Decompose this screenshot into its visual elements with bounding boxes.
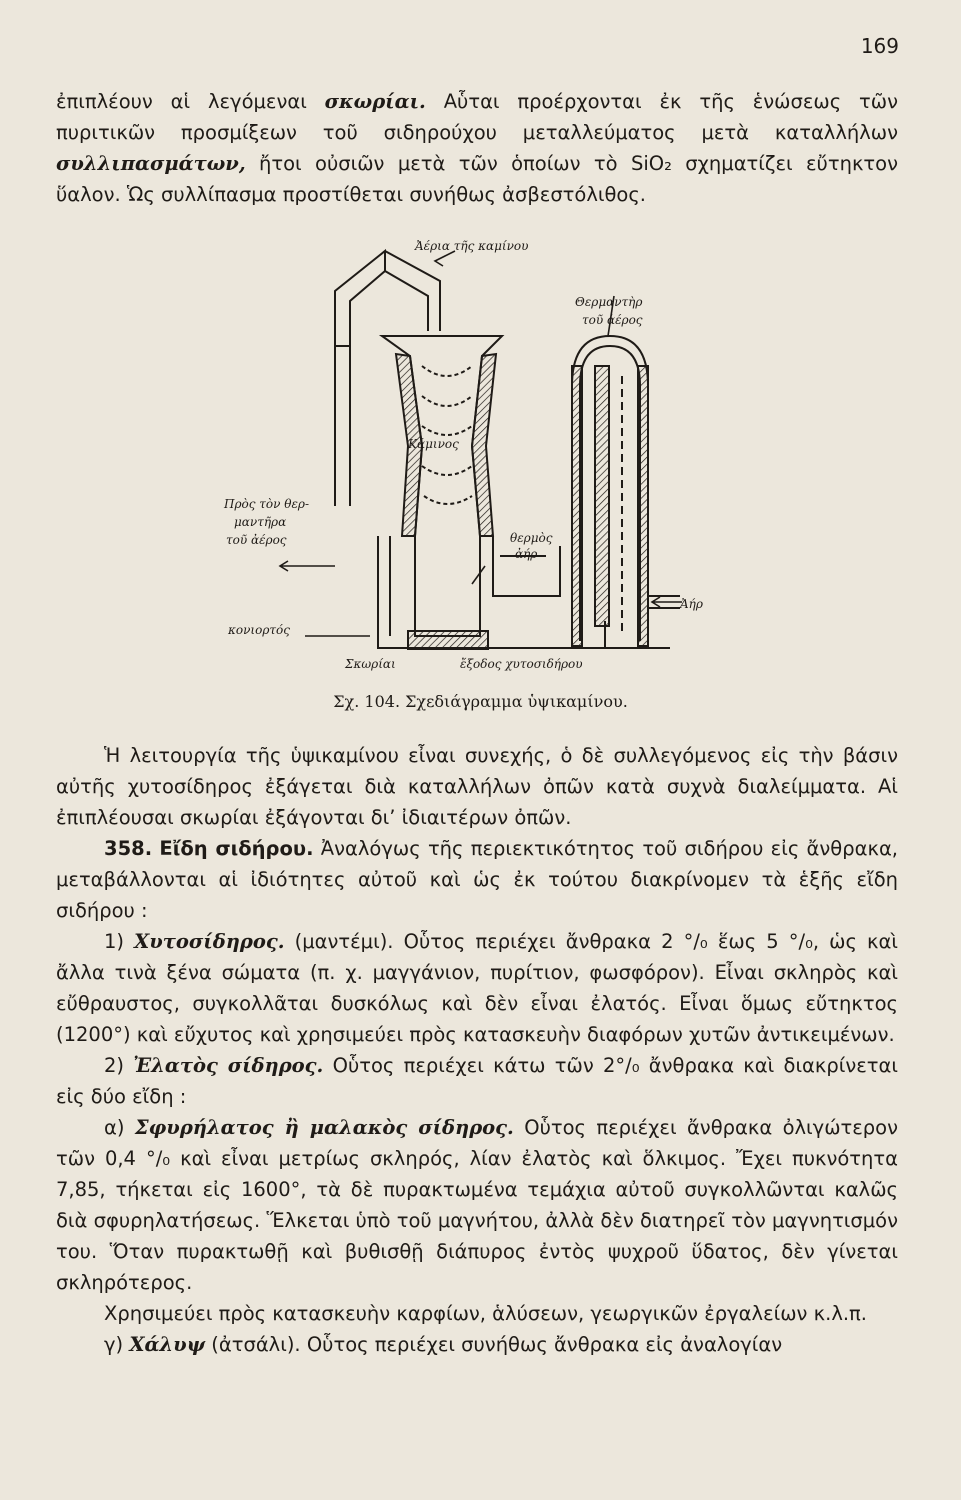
emphasis-term: συλλιπασμάτων, [56,152,246,175]
label-slag: Σκωρίαι [345,657,396,671]
paragraph-operation: Ἡ λειτουργία τῆς ὑψικαμίνου εἶναι συνεχής, ὁ δὲ συλλεγόμενος εἰς τὴν βάσιν αὐτῆς χυτοσίδηρος ἐξάγεται διὰ καταλλήλων ὀπῶν κατὰ συχνὰ διαλείμματα. Αἱ ἐπιπλέουσαι σκωρίαι ἐξάγονται δι’ ἰδιαιτέρων ὀπῶν. [56,744,898,829]
text-run: ἤτοι οὐσιῶν μετὰ τῶν ὁποίων τὸ SiO₂ σχηματίζει εὔτηκτον ὕαλον. Ὡς συλλίπασμα προστίθεται συνήθως ἀσβεστόλιθος. [56,152,898,206]
section-text: Ἀναλόγως τῆς περιεκτικότητος τοῦ σιδήρου εἰς ἄνθρακα, μεταβάλλονται αἱ ἰδιότητες αὐτοῦ καὶ ὡς ἐκ τούτου διακρίνομεν τὰ ἑξῆς εἴδη σιδήρου : [56,837,899,922]
label-air: Ἀήρ [680,597,703,611]
item-wrought-iron [56,1112,898,1298]
item-term: Σφυρήλατος ἢ μαλακὸς σίδηρος. [134,1116,514,1139]
item-text: Οὗτος περιέχει κάτω τῶν 2°/₀ ἄνθρακα καὶ διακρίνεται εἰς δύο εἴδη : [56,1054,898,1108]
item-cast-iron [56,926,898,1050]
label-hot-air-2: ἀήρ [515,547,538,561]
item-prefix: γ) [104,1333,130,1356]
section-358 [56,833,898,926]
item-prefix: α) [104,1116,135,1139]
label-gases: Ἀέρια τῆς καμίνου [415,239,529,253]
item-term: Χυτοσίδηρος. [134,930,285,953]
label-heater-2: τοῦ ἀέρος [582,313,643,327]
item-text: (μαντέμι). Οὗτος περιέχει ἄνθρακα 2 °/₀ ἕως 5 °/₀, ὡς καὶ ἄλλα τινὰ ξένα σώματα (π. χ. μαγγάνιον, πυρίτιον, φωσφόρον). Εἶναι σκληρὸς καὶ εὔθραυστος, συγκολλᾶται δυσκόλως καὶ δὲν εἶναι ἐλατός. Εἶναι ὅμως εὔτηκτος (1200°) καὶ εὔχυτος καὶ χρησιμεύει πρὸς κατασκευὴν διαφόρων χυτῶν ἀντικειμένων. [56,930,898,1046]
paragraph-uses: Χρησιμεύει πρὸς κατασκευὴν καρφίων, ἁλύσεων, γεωργικῶν ἐργαλείων κ.λ.π. [104,1302,867,1325]
item-text: (ἀτσάλι). Οὗτος περιέχει συνήθως ἄνθρακα εἰς ἀναλογίαν [205,1333,783,1356]
item-term: Χάλυψ [129,1333,206,1356]
label-to-heater-3: τοῦ ἀέρος [226,533,287,547]
body-text [56,740,898,1360]
label-heater-1: Θερμαντὴρ [575,295,643,309]
label-dust: κονιορτός [228,623,290,637]
label-to-heater-1: Πρὸς τὸν θερ- [224,497,310,511]
section-number: 358. [104,837,153,860]
section-title: Εἴδη σιδήρου. [159,837,314,860]
paragraph-intro [56,86,898,210]
item-steel [56,1329,898,1360]
item-prefix: 2) [104,1054,134,1077]
item-prefix: 1) [104,930,135,953]
emphasis-term: σκωρίαι. [324,90,426,113]
furnace-body [378,336,560,649]
item-malleable-iron [56,1050,898,1112]
label-hot-air-1: θερμὸς [510,531,553,545]
figure-caption: Σχ. 104. Σχεδιάγραμμα ὑψικαμίνου. [333,692,628,711]
item-term: Ἐλατὸς σίδηρος. [133,1054,324,1077]
page-number: 169 [860,34,899,58]
label-outlet: ἔξοδος χυτοσιδήρου [460,657,583,671]
label-furnace: Κάμινος [408,437,459,451]
blast-furnace-diagram [210,236,730,676]
text-run: Αὗται προέρχονται ἐκ τῆς ἑνώσεως τῶν πυριτικῶν προσμίξεων τοῦ σιδηρούχου μεταλλεύματος μετὰ καταλλήλων [56,90,898,144]
item-text: Οὗτος περιέχει ἄνθρακα ὀλιγώτερον τῶν 0,4 °/₀ καὶ εἶναι μετρίως σκληρός, λίαν ἐλατὸς καὶ ὅλκιμος. Ἔχει πυκνότητα 7,85, τήκεται εἰς 1600°, τὰ δὲ πυρακτωμένα τεμάχια αὐτοῦ συγκολλῶνται καλῶς διὰ σφυρηλατήσεως. Ἕλκεται ὑπὸ τοῦ μαγνήτου, ἀλλὰ δὲν διατηρεῖ τὸν μαγνητισμόν του. Ὅταν πυρακτωθῇ καὶ βυθισθῇ διάπυρος ἐντὸς ψυχροῦ ὕδατος, δὲν γίνεται σκληρότερος. [56,1116,899,1294]
text-run: ἐπιπλέουν αἱ λεγόμεναι [56,90,325,113]
label-to-heater-2: μαντῆρα [234,515,287,529]
